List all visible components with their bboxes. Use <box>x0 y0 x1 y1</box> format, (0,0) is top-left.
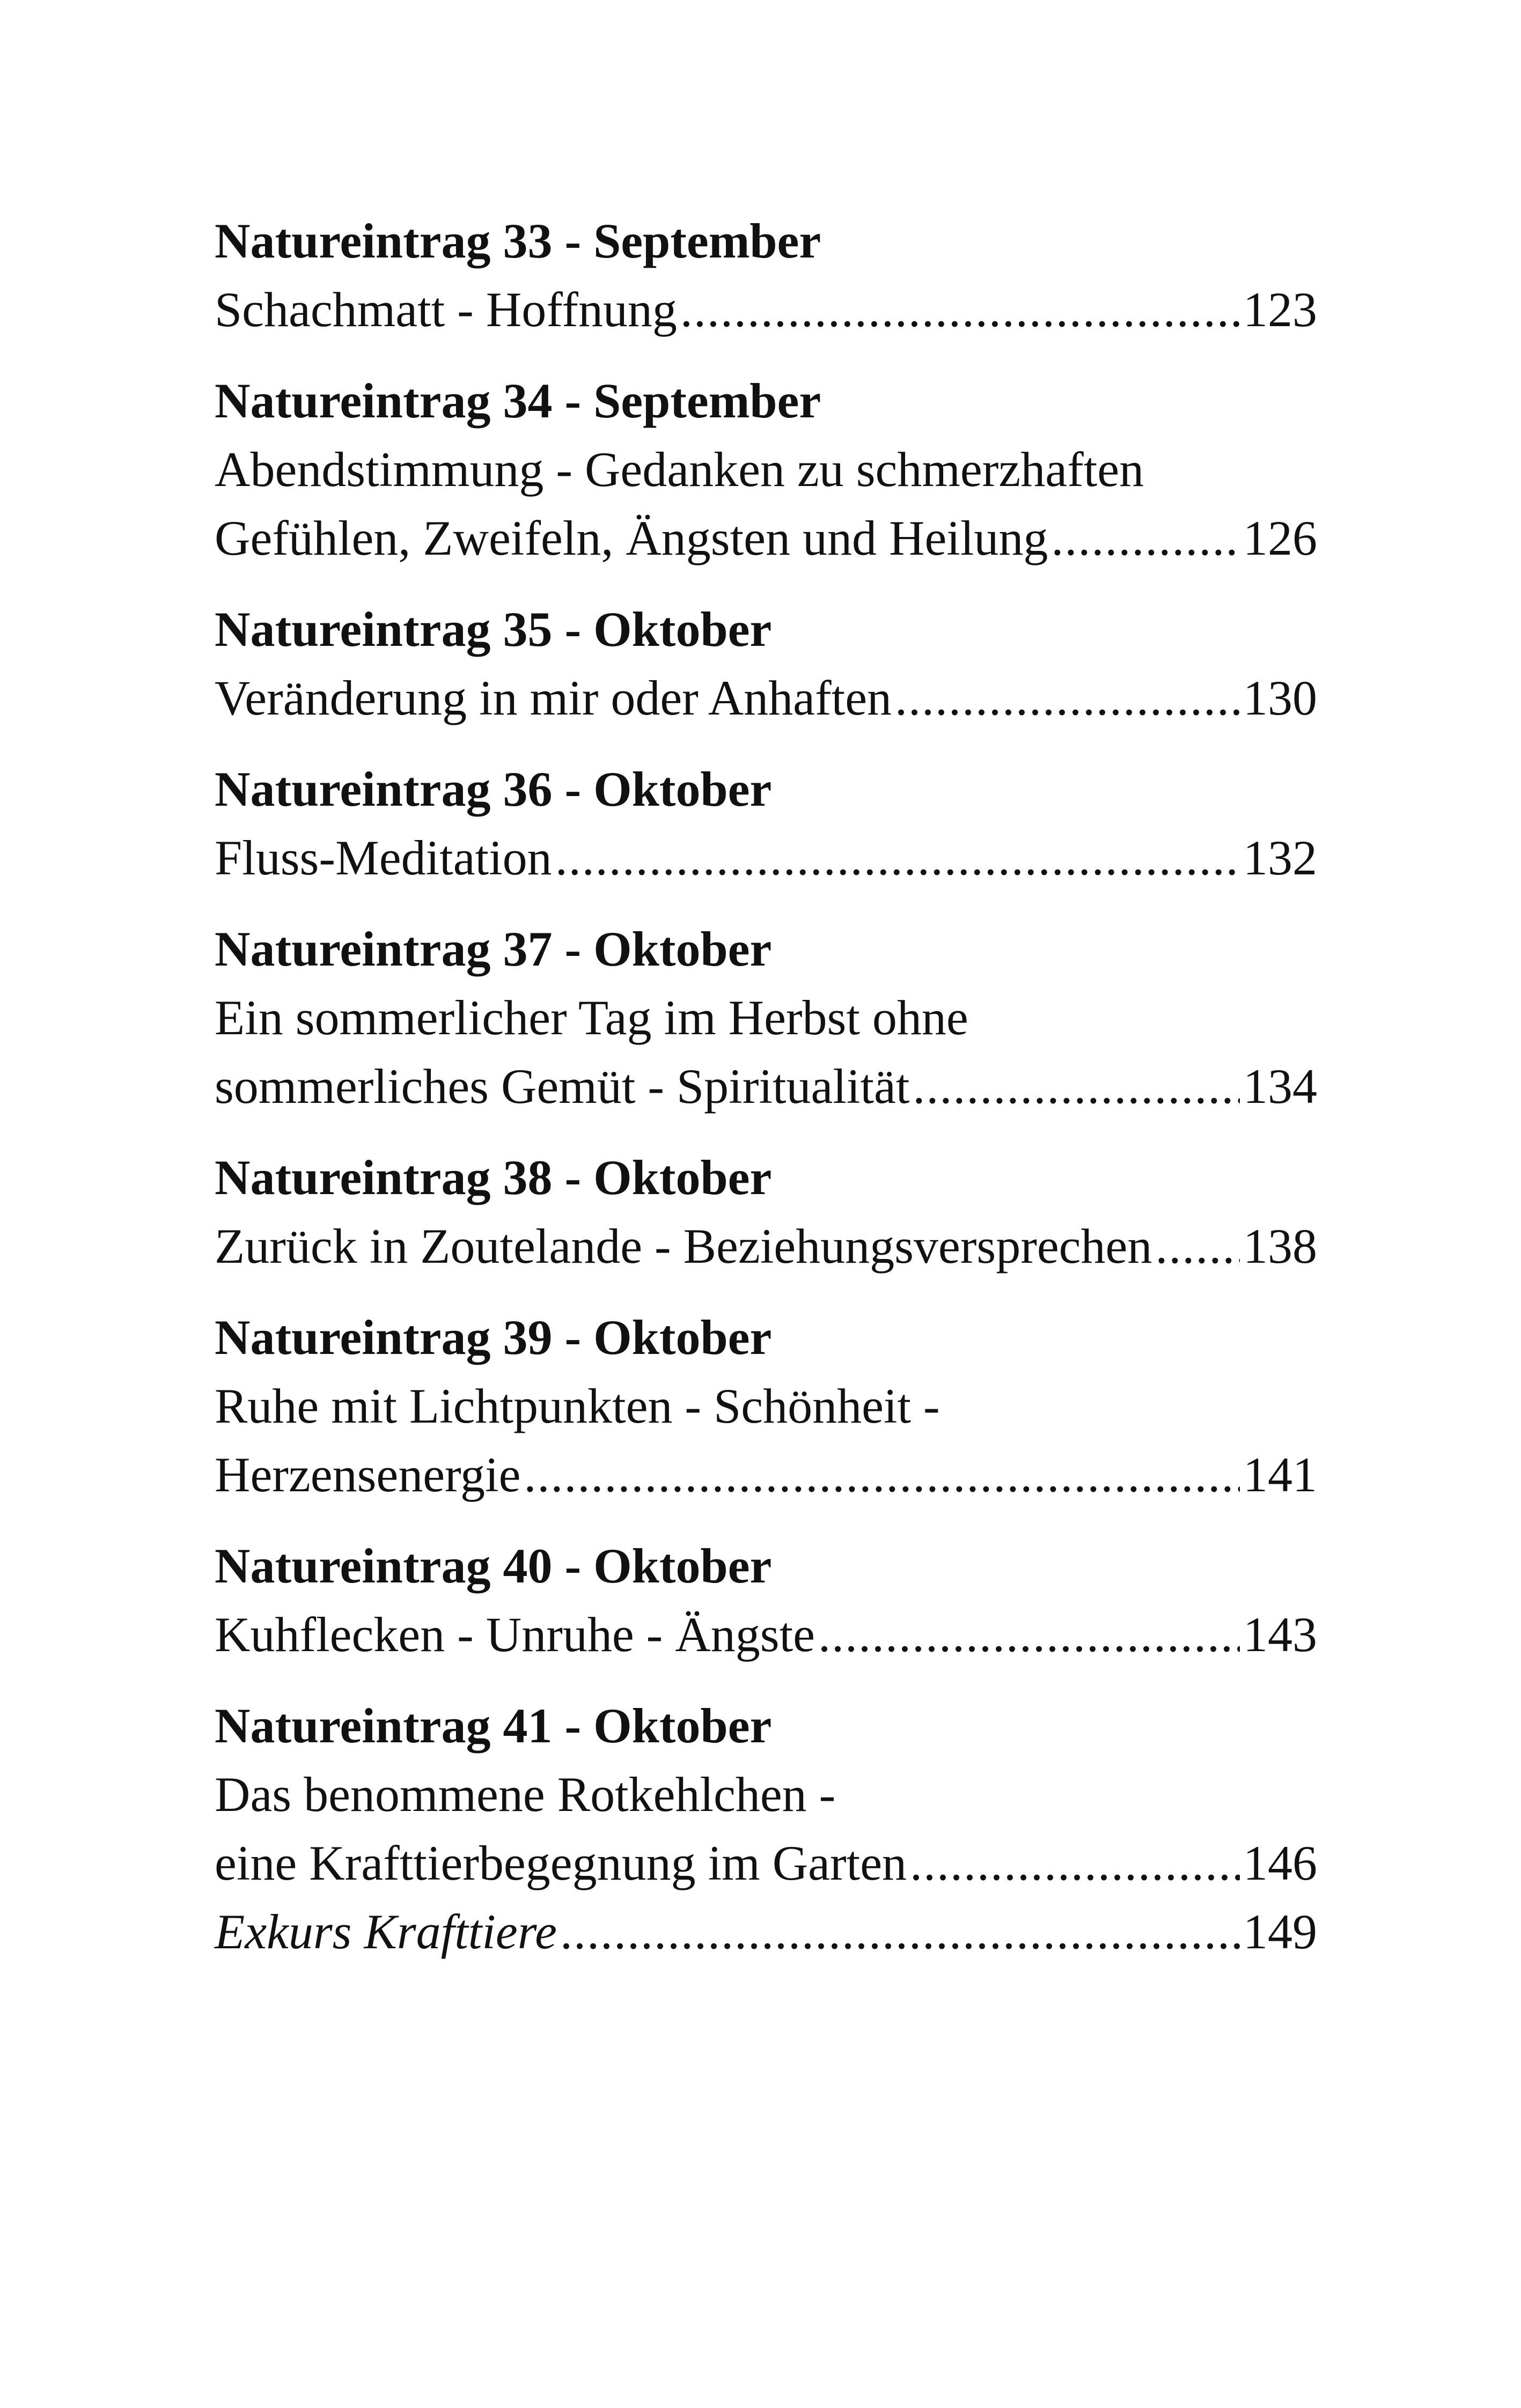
toc-entry <box>215 207 1317 344</box>
toc-item-page-number: 149 <box>1243 1904 1317 1959</box>
toc-entry-heading: Natureintrag 39 - Oktober <box>215 1310 772 1365</box>
dot-leader <box>1155 1212 1240 1280</box>
toc-item-title: Veränderung in mir oder Anhaften <box>215 671 892 725</box>
toc-item-page-number: 126 <box>1243 511 1317 565</box>
toc-entry-subtitle-line: Ein sommerlicher Tag im Herbst ohne <box>215 990 968 1045</box>
toc-entry-subtitle-line: Ruhe mit Lichtpunkten - Schönheit - <box>215 1379 940 1433</box>
toc-item[interactable] <box>215 1440 1317 1509</box>
dot-leader <box>560 1897 1240 1966</box>
toc-item-title: Fluss-Meditation <box>215 830 552 885</box>
toc-item-page-number: 143 <box>1243 1607 1317 1662</box>
toc-entry <box>215 915 1317 1121</box>
toc-item[interactable] <box>215 1897 1317 1966</box>
toc-entry <box>215 1531 1317 1669</box>
toc-item-page-number: 130 <box>1243 671 1317 725</box>
toc-entry-heading: Natureintrag 38 - Oktober <box>215 1150 772 1205</box>
toc-item[interactable] <box>215 823 1317 892</box>
toc-entry-subtitle-line: Das benommene Rotkehlchen - <box>215 1767 836 1822</box>
toc-item-page-number: 134 <box>1243 1059 1317 1114</box>
toc-item-title: Kuhflecken - Unruhe - Ängste <box>215 1607 815 1662</box>
table-of-contents <box>215 207 1317 1966</box>
toc-entry <box>215 1303 1317 1509</box>
dot-leader <box>1051 504 1240 572</box>
toc-entry-heading: Natureintrag 34 - September <box>215 373 821 428</box>
toc-item-title: sommerliches Gemüt - Spiritualität <box>215 1059 910 1114</box>
toc-item-title: Exkurs Krafttiere <box>215 1904 557 1959</box>
toc-entry-heading: Natureintrag 41 - Oktober <box>215 1698 772 1753</box>
dot-leader <box>895 664 1240 732</box>
dot-leader <box>680 275 1240 344</box>
toc-item-page-number: 123 <box>1243 282 1317 337</box>
dot-leader <box>818 1600 1240 1669</box>
toc-item[interactable] <box>215 275 1317 344</box>
toc-entry <box>215 755 1317 892</box>
toc-item-title: Gefühlen, Zweifeln, Ängsten und Heilung <box>215 511 1048 565</box>
toc-entry <box>215 1691 1317 1966</box>
dot-leader <box>913 1052 1240 1121</box>
dot-leader <box>524 1440 1240 1509</box>
toc-item-title: Zurück in Zoutelande - Beziehungsversprechen <box>215 1219 1152 1273</box>
toc-entry-subtitle-line: Abendstimmung - Gedanken zu schmerzhaften <box>215 442 1144 497</box>
toc-entry-heading: Natureintrag 33 - September <box>215 213 821 268</box>
toc-item-title: eine Krafttierbegegnung im Garten <box>215 1836 907 1890</box>
toc-item[interactable] <box>215 1212 1317 1280</box>
toc-item[interactable] <box>215 664 1317 732</box>
toc-item-title: Schachmatt - Hoffnung <box>215 282 677 337</box>
dot-leader <box>910 1829 1240 1897</box>
toc-item[interactable] <box>215 1829 1317 1897</box>
toc-item-page-number: 138 <box>1243 1219 1317 1273</box>
toc-entry-heading: Natureintrag 37 - Oktober <box>215 922 772 976</box>
toc-entry <box>215 366 1317 572</box>
toc-item-page-number: 132 <box>1243 830 1317 885</box>
dot-leader <box>555 823 1240 892</box>
toc-item[interactable] <box>215 1600 1317 1669</box>
toc-item[interactable] <box>215 504 1317 572</box>
toc-entry-heading: Natureintrag 40 - Oktober <box>215 1538 772 1593</box>
toc-entry-heading: Natureintrag 35 - Oktober <box>215 602 772 657</box>
toc-item-title: Herzensenergie <box>215 1447 521 1502</box>
toc-item[interactable] <box>215 1052 1317 1121</box>
toc-entry-heading: Natureintrag 36 - Oktober <box>215 762 772 816</box>
toc-entry <box>215 595 1317 732</box>
toc-entry <box>215 1143 1317 1280</box>
toc-item-page-number: 141 <box>1243 1447 1317 1502</box>
toc-item-page-number: 146 <box>1243 1836 1317 1890</box>
